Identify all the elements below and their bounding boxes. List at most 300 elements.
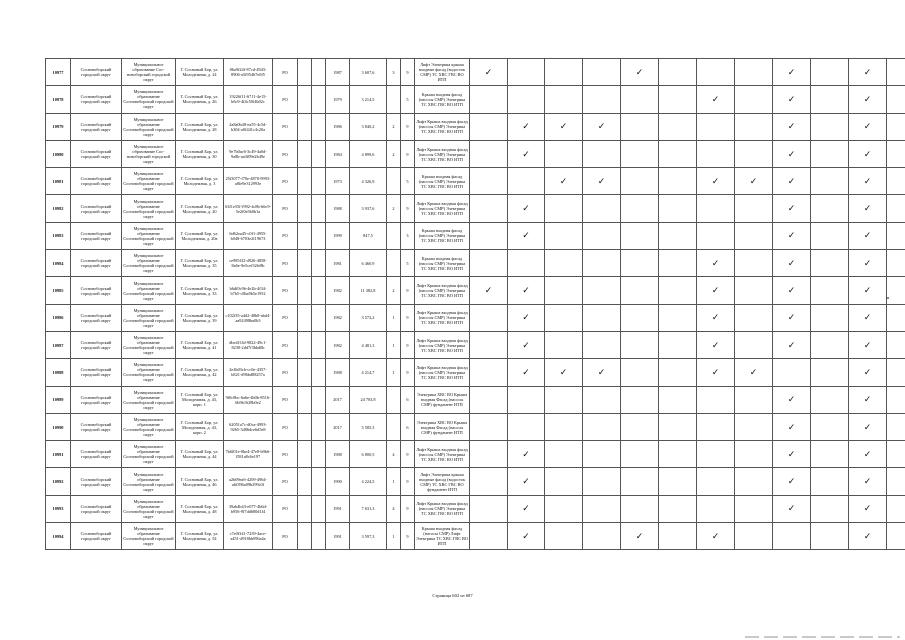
table-row xyxy=(46,277,905,304)
empty-cell xyxy=(508,250,545,277)
empty-cell xyxy=(659,468,697,495)
district-cell: Сосновоборский городской округ xyxy=(71,441,122,468)
floors-cell xyxy=(387,86,401,113)
empty-cell xyxy=(811,359,849,386)
check-mark-icon: ✓ xyxy=(849,386,887,413)
empty-cell xyxy=(312,250,326,277)
check-mark-icon: ✓ xyxy=(508,304,545,331)
year-cell: 1991 xyxy=(326,495,350,522)
check-mark-icon: ✓ xyxy=(849,331,887,358)
district-cell: Сосновоборский городской округ xyxy=(71,523,122,550)
floors-cell xyxy=(387,413,401,440)
year-cell: 1984 xyxy=(326,140,350,167)
municipality-cell: Муниципальное образование Сосновоборский городской округ xyxy=(122,523,176,550)
municipality-cell: Муниципальное образование Сосновоборский городской округ xyxy=(122,250,176,277)
empty-cell xyxy=(470,495,508,522)
municipality-cell: Муниципальное образование Сосновоборский городской округ xyxy=(122,441,176,468)
empty-cell xyxy=(312,386,326,413)
empty-cell xyxy=(312,140,326,167)
works-cell: Лифт Электрика крыша входные фасад (водосток СМР) ТС ХВС ГВС ВО ИТП xyxy=(415,59,470,86)
guid-cell: c102f35-a4d2-48b8-abd4-aa92498ba0b3 xyxy=(224,304,273,331)
record-id: 10984 xyxy=(46,250,71,277)
check-mark-icon: ✓ xyxy=(583,168,621,195)
table-row xyxy=(46,113,905,140)
empty-cell xyxy=(811,495,849,522)
empty-cell xyxy=(887,222,905,249)
guid-cell: 19226f11-6711-4e15-b6c9-4f4c50f4b02c xyxy=(224,86,273,113)
district-cell: Сосновоборский городской округ xyxy=(71,277,122,304)
check-mark-icon: ✓ xyxy=(849,113,887,140)
entrances-cell: 9 xyxy=(401,195,415,222)
district-cell: Сосновоборский городской округ xyxy=(71,250,122,277)
record-id: 10992 xyxy=(46,468,71,495)
empty-cell xyxy=(621,413,659,440)
empty-cell xyxy=(298,523,312,550)
address-cell: Г. Сосновый Бор, ул. Молодежная, д. 54 xyxy=(176,523,224,550)
entrances-cell: 9 xyxy=(401,523,415,550)
form-cell: РО xyxy=(273,86,298,113)
guid-cell: 25f3077-f70e-4870-9993-a8fe9e312993e xyxy=(224,168,273,195)
record-id: 10993 xyxy=(46,495,71,522)
empty-cell xyxy=(583,86,621,113)
empty-cell xyxy=(697,468,735,495)
year-cell: 2017 xyxy=(326,386,350,413)
area-cell: 6 460,9 xyxy=(350,250,387,277)
empty-cell xyxy=(312,195,326,222)
empty-cell xyxy=(887,277,905,304)
empty-cell xyxy=(545,495,583,522)
address-cell: Г. Сосновый Бор, ул. Молодежная, д. 3 xyxy=(176,168,224,195)
empty-cell xyxy=(735,413,773,440)
floors-cell: 4 xyxy=(387,495,401,522)
form-cell: РО xyxy=(273,523,298,550)
empty-cell xyxy=(312,113,326,140)
works-cell: Лифт Крыша входная фасад (насосы СМР) Электрика ТС ХВС ГВС ВО ИТП xyxy=(415,441,470,468)
floors-cell xyxy=(387,386,401,413)
area-cell: 3 214,5 xyxy=(350,86,387,113)
floors-cell: 1 xyxy=(387,359,401,386)
record-id: 10982 xyxy=(46,195,71,222)
empty-cell xyxy=(621,495,659,522)
empty-cell xyxy=(887,495,905,522)
entrances-cell: 5 xyxy=(401,86,415,113)
empty-cell xyxy=(298,468,312,495)
guid-cell: dbe4f13d-9822-49c1-8230-2dd7f3bbd0b xyxy=(224,331,273,358)
area-cell: 4 214,7 xyxy=(350,359,387,386)
empty-cell xyxy=(470,86,508,113)
check-mark-icon: ✓ xyxy=(508,277,545,304)
form-cell: РО xyxy=(273,140,298,167)
guid-cell: a2b09ea6-4209-4964-a6f396a09b299c0f xyxy=(224,468,273,495)
check-mark-icon: ✓ xyxy=(773,441,811,468)
empty-cell xyxy=(312,495,326,522)
record-id: 10989 xyxy=(46,386,71,413)
check-mark-icon: ✓ xyxy=(508,113,545,140)
empty-cell xyxy=(545,441,583,468)
empty-cell xyxy=(621,140,659,167)
entrances-cell: 9 xyxy=(401,277,415,304)
year-cell: 1990 xyxy=(326,468,350,495)
empty-cell xyxy=(887,386,905,413)
district-cell: Сосновоборский городской округ xyxy=(71,331,122,358)
municipality-cell: Муниципальное образование Сосновоборский городской округ xyxy=(122,495,176,522)
empty-cell xyxy=(470,359,508,386)
year-cell: 1982 xyxy=(326,277,350,304)
works-cell: Крыша входная фасад (насосы СМР) Электрика ТС ХВС ГВС ВО ИТП xyxy=(415,168,470,195)
empty-cell xyxy=(583,140,621,167)
year-cell: 2017 xyxy=(326,413,350,440)
floors-cell: 1 xyxy=(387,304,401,331)
empty-cell xyxy=(735,523,773,550)
table-row xyxy=(46,495,905,522)
floors-cell: 1 xyxy=(387,523,401,550)
address-cell: Г. Сосновый Бор, ул. Молодежная, д. 33 xyxy=(176,277,224,304)
empty-cell xyxy=(811,386,849,413)
address-cell: Г. Сосновый Бор, ул. Молодежная, д. 42 xyxy=(176,359,224,386)
check-mark-icon: ✓ xyxy=(508,331,545,358)
empty-cell xyxy=(887,168,905,195)
check-mark-icon: ✓ xyxy=(773,331,811,358)
empty-cell xyxy=(312,304,326,331)
check-mark-icon: ✓ xyxy=(508,222,545,249)
municipality-cell: Муниципальное образование Сосновоборский городской округ xyxy=(122,113,176,140)
check-mark-icon: ✓ xyxy=(849,495,887,522)
guid-cell: 6d62ea45-c0f1-4955-b048-6703e2f19673 xyxy=(224,222,273,249)
check-mark-icon: ✓ xyxy=(773,413,811,440)
empty-cell xyxy=(583,523,621,550)
entrances-cell: 3 xyxy=(401,222,415,249)
guid-cell: 39ab4b43-e077-4b6d-b956-9f7dd680d1f4 xyxy=(224,495,273,522)
empty-cell xyxy=(811,331,849,358)
record-id: 10977 xyxy=(46,59,71,86)
empty-cell xyxy=(811,413,849,440)
empty-cell xyxy=(735,113,773,140)
empty-cell xyxy=(811,195,849,222)
empty-cell xyxy=(470,113,508,140)
year-cell: 1982 xyxy=(326,304,350,331)
check-mark-icon: ✓ xyxy=(849,468,887,495)
empty-cell xyxy=(583,277,621,304)
area-cell: 11 382,8 xyxy=(350,277,387,304)
area-cell: 847,5 xyxy=(350,222,387,249)
works-cell: Лифт Крыша входная фасад (насосы СМР) Электрика ТС ХВС ГВС ВО ИТП xyxy=(415,277,470,304)
empty-cell xyxy=(697,222,735,249)
empty-cell xyxy=(887,140,905,167)
works-cell: Лифт Крыша входная фасад (насосы СМР) Электрика ТС ХВС ГВС ВО ИТП xyxy=(415,113,470,140)
empty-cell xyxy=(312,86,326,113)
empty-cell xyxy=(621,441,659,468)
check-mark-icon: ✓ xyxy=(773,304,811,331)
empty-cell xyxy=(545,277,583,304)
empty-cell xyxy=(887,441,905,468)
empty-cell xyxy=(659,359,697,386)
empty-cell xyxy=(508,386,545,413)
empty-cell xyxy=(887,413,905,440)
form-cell: РО xyxy=(273,250,298,277)
check-mark-icon: ✓ xyxy=(849,277,887,304)
guid-cell: b6df0c9b-4e2b-4f34-b7b5-c8ba9b5e1952 xyxy=(224,277,273,304)
address-cell: Г. Сосновый Бор, ул. Молодежная, д. 39 xyxy=(176,304,224,331)
scan-edge-smudge xyxy=(745,636,900,638)
entrances-cell: 9 xyxy=(401,495,415,522)
works-cell: Крыша входная фасад (насосы СМР) Лифт Электрика ТС ХВС ГВС ВО ИТП xyxy=(415,523,470,550)
check-mark-icon: ✓ xyxy=(697,331,735,358)
empty-cell xyxy=(697,441,735,468)
empty-cell xyxy=(508,168,545,195)
record-id: 10979 xyxy=(46,113,71,140)
works-cell: Лифт Электрика крыша входные фасад (водосток СМР) ТС ХВС ГВС ВО фундамент ИТП xyxy=(415,468,470,495)
check-mark-icon: ✓ xyxy=(773,140,811,167)
empty-cell xyxy=(659,113,697,140)
municipality-cell: Муниципальное образование Сосновоборский городской округ xyxy=(122,468,176,495)
empty-cell xyxy=(811,523,849,550)
form-cell: РО xyxy=(273,304,298,331)
address-cell: Г. Сосновый Бор, ул. Молодежная, д. 46 xyxy=(176,468,224,495)
check-mark-icon: ✓ xyxy=(508,495,545,522)
area-cell: 3 572,2 xyxy=(350,304,387,331)
floors-cell xyxy=(387,168,401,195)
table-row xyxy=(46,331,905,358)
check-mark-icon: ✓ xyxy=(849,441,887,468)
record-id: 10983 xyxy=(46,222,71,249)
check-mark-icon: ✓ xyxy=(697,250,735,277)
district-cell: Сосновоборский городской округ xyxy=(71,113,122,140)
empty-cell xyxy=(298,359,312,386)
empty-cell xyxy=(887,331,905,358)
empty-cell xyxy=(545,413,583,440)
form-cell: РО xyxy=(273,59,298,86)
check-mark-icon: ✓ xyxy=(773,59,811,86)
entrances-cell: 9 xyxy=(401,359,415,386)
municipality-cell: Муниципальное образование Сос-новоборский городской округ xyxy=(122,140,176,167)
address-cell: Г. Сосновый Бор, ул. Молодежная, д. 24 xyxy=(176,59,224,86)
address-cell: Г. Сосновый Бор, ул. Молодежная, д. 30 xyxy=(176,140,224,167)
district-cell: Сосновоборский городской округ xyxy=(71,386,122,413)
floors-cell: 1 xyxy=(387,468,401,495)
empty-cell xyxy=(697,195,735,222)
entrances-cell: 9 xyxy=(401,331,415,358)
empty-cell xyxy=(735,250,773,277)
municipality-cell: Муниципальное образование Сосновоборский городской округ xyxy=(122,222,176,249)
empty-cell xyxy=(697,495,735,522)
empty-cell xyxy=(298,113,312,140)
municipality-cell: Муниципальное образование Сосновоборский городской округ xyxy=(122,86,176,113)
entrances-cell: 6 xyxy=(401,386,415,413)
empty-cell xyxy=(312,413,326,440)
empty-cell xyxy=(312,331,326,358)
district-cell: Сосновоборский городской округ xyxy=(71,222,122,249)
empty-cell xyxy=(811,86,849,113)
check-mark-icon: ✓ xyxy=(773,468,811,495)
empty-cell xyxy=(659,250,697,277)
empty-cell xyxy=(508,86,545,113)
check-mark-icon: ✓ xyxy=(849,168,887,195)
empty-cell xyxy=(735,195,773,222)
empty-cell xyxy=(545,331,583,358)
empty-cell xyxy=(621,331,659,358)
empty-cell xyxy=(470,250,508,277)
empty-cell xyxy=(298,495,312,522)
form-cell: РО xyxy=(273,113,298,140)
empty-cell xyxy=(583,441,621,468)
empty-cell xyxy=(312,359,326,386)
year-cell: 1988 xyxy=(326,195,350,222)
entrances-cell: 9 xyxy=(401,441,415,468)
empty-cell xyxy=(735,441,773,468)
empty-cell xyxy=(887,113,905,140)
municipality-cell: Муниципальное образование Сосновоборский городской округ xyxy=(122,195,176,222)
empty-cell xyxy=(811,441,849,468)
entrances-cell: 5 xyxy=(401,168,415,195)
guid-cell: 7b6f01e-0be4-47e8-b9b6-f581a8c6e197 xyxy=(224,441,273,468)
check-mark-icon: ✓ xyxy=(773,86,811,113)
empty-cell xyxy=(470,386,508,413)
empty-cell xyxy=(621,113,659,140)
address-cell: Г. Сосновый Бор, ул. Молодежная, д. 20 xyxy=(176,195,224,222)
empty-cell xyxy=(298,250,312,277)
form-cell: РО xyxy=(273,386,298,413)
check-mark-icon: ✓ xyxy=(697,277,735,304)
guid-cell: 63f1e55f-f992-4c8b-b6c9-5e2f0e5b0b1a xyxy=(224,195,273,222)
empty-cell xyxy=(470,304,508,331)
table-row xyxy=(46,222,905,249)
works-cell: Электрика ХВС ВО Крыша входная Фасад (насосы СМР) фундамент ИТП xyxy=(415,386,470,413)
form-cell: РО xyxy=(273,468,298,495)
empty-cell xyxy=(298,86,312,113)
empty-cell xyxy=(298,59,312,86)
check-mark-icon: ✓ xyxy=(849,523,887,550)
check-mark-icon: ✓ xyxy=(697,523,735,550)
empty-cell xyxy=(659,441,697,468)
entrances-cell: 9 xyxy=(401,140,415,167)
empty-cell xyxy=(735,59,773,86)
table-row xyxy=(46,86,905,113)
record-id: 10987 xyxy=(46,331,71,358)
form-cell: РО xyxy=(273,195,298,222)
empty-cell xyxy=(659,413,697,440)
empty-cell xyxy=(470,168,508,195)
entrances-cell: 9 xyxy=(401,113,415,140)
empty-cell xyxy=(811,304,849,331)
works-cell: Электрика ХВС ВО Крыша входная Фасад (насосы СМР) фундамент ИТП xyxy=(415,413,470,440)
form-cell: РО xyxy=(273,359,298,386)
empty-cell xyxy=(887,468,905,495)
empty-cell xyxy=(621,359,659,386)
form-cell: РО xyxy=(273,413,298,440)
municipality-cell: Муниципальное образование Сосновоборский городской округ xyxy=(122,386,176,413)
empty-cell xyxy=(697,113,735,140)
empty-cell xyxy=(583,195,621,222)
empty-cell xyxy=(470,331,508,358)
empty-cell xyxy=(312,222,326,249)
district-cell: Сосновоборский городской округ xyxy=(71,495,122,522)
empty-cell xyxy=(298,168,312,195)
entrances-cell: 5 xyxy=(401,250,415,277)
empty-cell xyxy=(545,468,583,495)
empty-cell xyxy=(621,222,659,249)
empty-cell xyxy=(545,386,583,413)
empty-cell xyxy=(621,86,659,113)
area-cell: 3 937,6 xyxy=(350,195,387,222)
empty-cell xyxy=(735,495,773,522)
check-mark-icon: ✓ xyxy=(773,250,811,277)
area-cell: 5 585,3 xyxy=(350,413,387,440)
check-mark-icon: ✓ xyxy=(697,304,735,331)
check-mark-icon: ✓ xyxy=(621,523,659,550)
empty-cell xyxy=(887,304,905,331)
empty-cell xyxy=(659,277,697,304)
area-cell: 24 703,8 xyxy=(350,386,387,413)
empty-cell xyxy=(811,113,849,140)
empty-cell xyxy=(621,386,659,413)
district-cell: Сосновоборский городской округ xyxy=(71,359,122,386)
empty-cell xyxy=(659,195,697,222)
address-cell: Г. Сосновый Бор, ул. Молодежная, д. 44 xyxy=(176,441,224,468)
check-mark-icon: ✓ xyxy=(849,140,887,167)
district-cell: Сосновоборский городской округ xyxy=(71,59,122,86)
check-mark-icon: ✓ xyxy=(849,86,887,113)
address-cell: Г. Сосновый Бор, ул. Молодежная, д. 41 xyxy=(176,331,224,358)
works-cell: Крыша входная фасад (насосы СМР) Электрика ТС ХВС ГВС ВО ИТП xyxy=(415,222,470,249)
check-mark-icon: ✓ xyxy=(508,441,545,468)
table-row xyxy=(46,386,905,413)
table-row xyxy=(46,168,905,195)
check-mark-icon: ✓ xyxy=(773,195,811,222)
check-mark-icon: ✓ xyxy=(773,495,811,522)
empty-cell xyxy=(773,523,811,550)
district-cell: Сосновоборский городской округ xyxy=(71,304,122,331)
works-cell: Лифт Крыша входная фасад (насосы СМР) Электрика ТС ХВС ГВС ВО ИТП xyxy=(415,495,470,522)
municipality-cell: Муниципальное образование Сосновоборский городской округ xyxy=(122,331,176,358)
year-cell: 1988 xyxy=(326,359,350,386)
empty-cell xyxy=(312,523,326,550)
empty-cell xyxy=(545,59,583,86)
empty-cell xyxy=(887,195,905,222)
area-cell: 3 597,3 xyxy=(350,523,387,550)
check-mark-icon: ✓ xyxy=(697,168,735,195)
works-cell: Лифт Крыша входная фасад (насосы СМР) Электрика ТС ХВС ГВС ВО ИТП xyxy=(415,359,470,386)
check-mark-icon: ✓ xyxy=(849,304,887,331)
empty-cell xyxy=(583,331,621,358)
empty-cell xyxy=(312,59,326,86)
record-id: 10978 xyxy=(46,86,71,113)
entrances-cell: 9 xyxy=(401,304,415,331)
address-cell: Г. Сосновый Бор, ул. Молодежная, д. 20а xyxy=(176,222,224,249)
guid-cell: 9f0c8bc-6a6e-4b0b-8516-6b9b1628b0e2 xyxy=(224,386,273,413)
empty-cell xyxy=(697,386,735,413)
record-id: 10994 xyxy=(46,523,71,550)
year-cell: 1988 xyxy=(326,441,350,468)
empty-cell xyxy=(659,386,697,413)
floors-cell: 1 xyxy=(387,331,401,358)
empty-cell xyxy=(312,277,326,304)
check-mark-icon: ✓ xyxy=(773,222,811,249)
empty-cell xyxy=(659,140,697,167)
empty-cell xyxy=(887,359,905,386)
year-cell: 1999 xyxy=(326,222,350,249)
address-cell: Г. Сосновый Бор, ул. Молодежная, д. 43, корп. 2 xyxy=(176,413,224,440)
check-mark-icon: ✓ xyxy=(697,359,735,386)
check-mark-icon: ✓ xyxy=(735,359,773,386)
check-mark-icon: ✓ xyxy=(773,168,811,195)
entrances-cell: 6 xyxy=(401,413,415,440)
empty-cell xyxy=(887,86,905,113)
table-row xyxy=(46,468,905,495)
empty-cell xyxy=(583,59,621,86)
empty-cell xyxy=(298,304,312,331)
floors-cell xyxy=(387,250,401,277)
district-cell: Сосновоборский городской округ xyxy=(71,86,122,113)
